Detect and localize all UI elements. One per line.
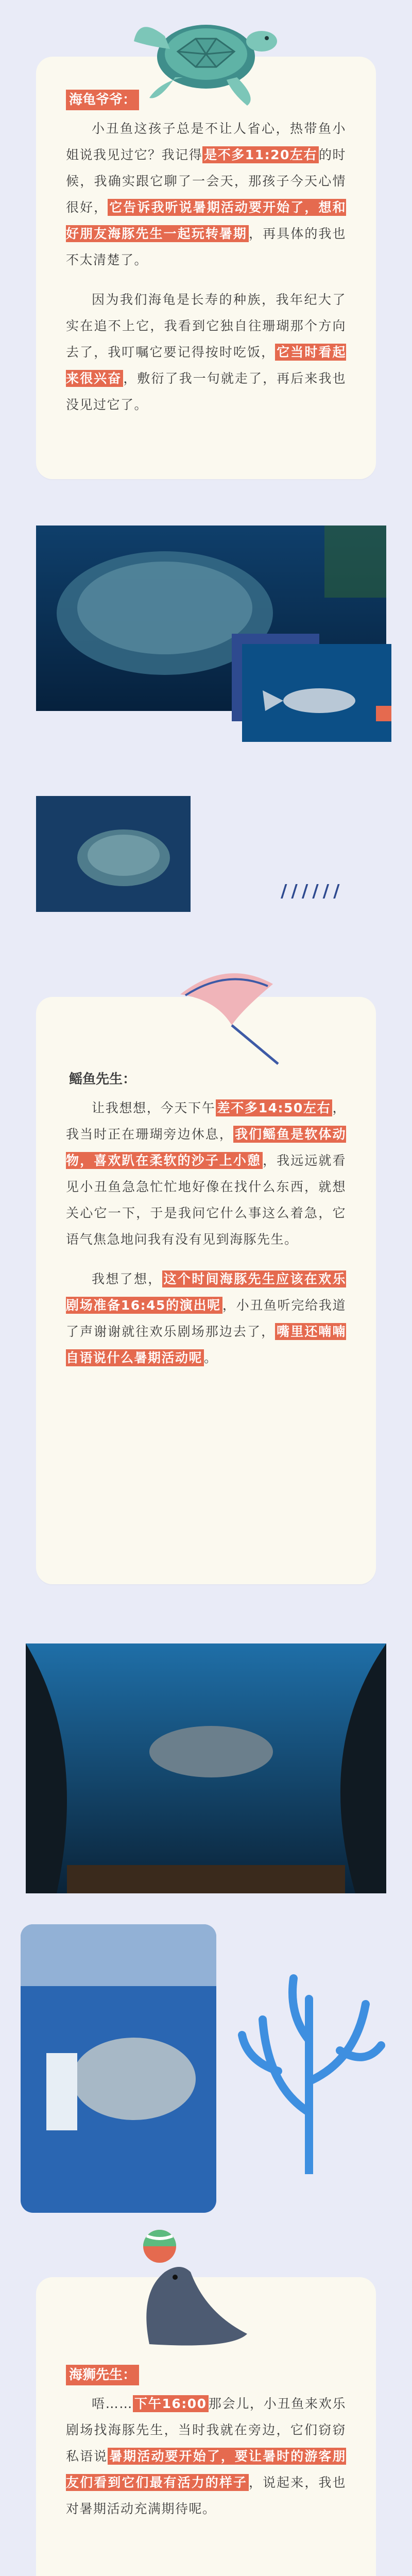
red-square-decoration [376, 706, 391, 721]
paragraph-text: 我想了想， [92, 1272, 162, 1286]
paragraph-text: 唔…… [92, 2396, 133, 2411]
highlighted-text: 下午16:00 [133, 2395, 209, 2412]
manta-ray-illustration [170, 963, 288, 1066]
paragraph-text: ，说起来，我也对暑期活动充满期待呢。 [66, 2475, 346, 2516]
aquarium-turtle-small-photo [36, 796, 191, 912]
paragraph-text: 的时候，我确实跟它聊了一会天，那孩子今天心情很好， [66, 147, 346, 215]
paragraph-text: 因为我们海龟是长寿的种族，我年纪大了实在追不上它，我看到它独自往珊瑚那个方向去了，我叮嘱它要记得按时吃饭， [66, 292, 346, 360]
testimony-paragraph [66, 1266, 346, 1371]
highlighted-text: 是不多11:20左右 [202, 146, 319, 163]
aquarium-fish-photo [242, 644, 391, 742]
highlighted-text: 我们鳐鱼是软体动物，喜欢趴在柔软的沙子上小憩 [66, 1127, 346, 1168]
highlighted-text: 它当时看起来很兴奋 [66, 345, 346, 386]
paragraph-text: 。 [204, 1350, 218, 1365]
highlighted-text: 暑期活动要开始了，要让暑时的游客朋友们看到它们最有活力的样子 [66, 2449, 346, 2490]
paragraph-text: 那会儿，小丑鱼来欢乐剧场找海豚先生，当时我就在旁边，它们窃窃私语说 [66, 2396, 346, 2464]
paragraph-text: ，小丑鱼听完给我道了声谢谢就往欢乐剧场那边去了， [66, 1298, 346, 1339]
sea-turtle-illustration [129, 5, 283, 108]
highlighted-text: 它告诉我听说暑期活动要开始了，想和好朋友海豚先生一起玩转暑期 [66, 200, 346, 241]
paragraph-text: ，我当时正在珊瑚旁边休息， [66, 1100, 346, 1142]
speaker-label: 海狮先生： [66, 2365, 139, 2385]
speaker-label: 鳐鱼先生： [69, 1072, 136, 1087]
highlighted-text: 这个时间海豚先生应该在欢乐剧场准备16:45的演出呢 [66, 1272, 346, 1313]
testimony-paragraph [66, 115, 346, 273]
sea-lion-illustration [118, 2215, 263, 2360]
paragraph-text: 让我想想，今天下午 [92, 1100, 216, 1115]
diver-ray-photo [21, 1924, 216, 2213]
coral-illustration [227, 1958, 391, 2174]
paragraph-text: 小丑鱼这孩子总是不让人省心，热带鱼小姐说我见过它？我记得 [66, 121, 346, 162]
testimony-paragraph [66, 2391, 346, 2522]
testimony-paragraph [66, 286, 346, 418]
paragraph-text: ，我远远就看见小丑鱼急急忙忙地好像在找什么东西，就想关心它一下，于是我问它什么事这么着急，它语气焦急地问我有没有见到海豚先生。 [66, 1153, 346, 1247]
speaker-label: 海龟爷爷： [66, 90, 139, 110]
paragraph-text: ，敷衍了我一句就走了，再后来我也没见过它了。 [66, 371, 346, 412]
paragraph-text: ，再具体的我也不太清楚了。 [66, 226, 346, 267]
highlighted-text: 嘴里还喃喃自语说什么暑期活动呢 [66, 1324, 346, 1365]
turtle-testimony-card [36, 57, 376, 479]
ray-testimony-card [36, 997, 376, 1584]
testimony-paragraph [66, 1095, 346, 1252]
highlighted-text: 差不多14:50左右 [216, 1099, 333, 1116]
slash-decoration: ////// [281, 881, 344, 902]
aquarium-ray-tank-photo [26, 1643, 386, 1893]
